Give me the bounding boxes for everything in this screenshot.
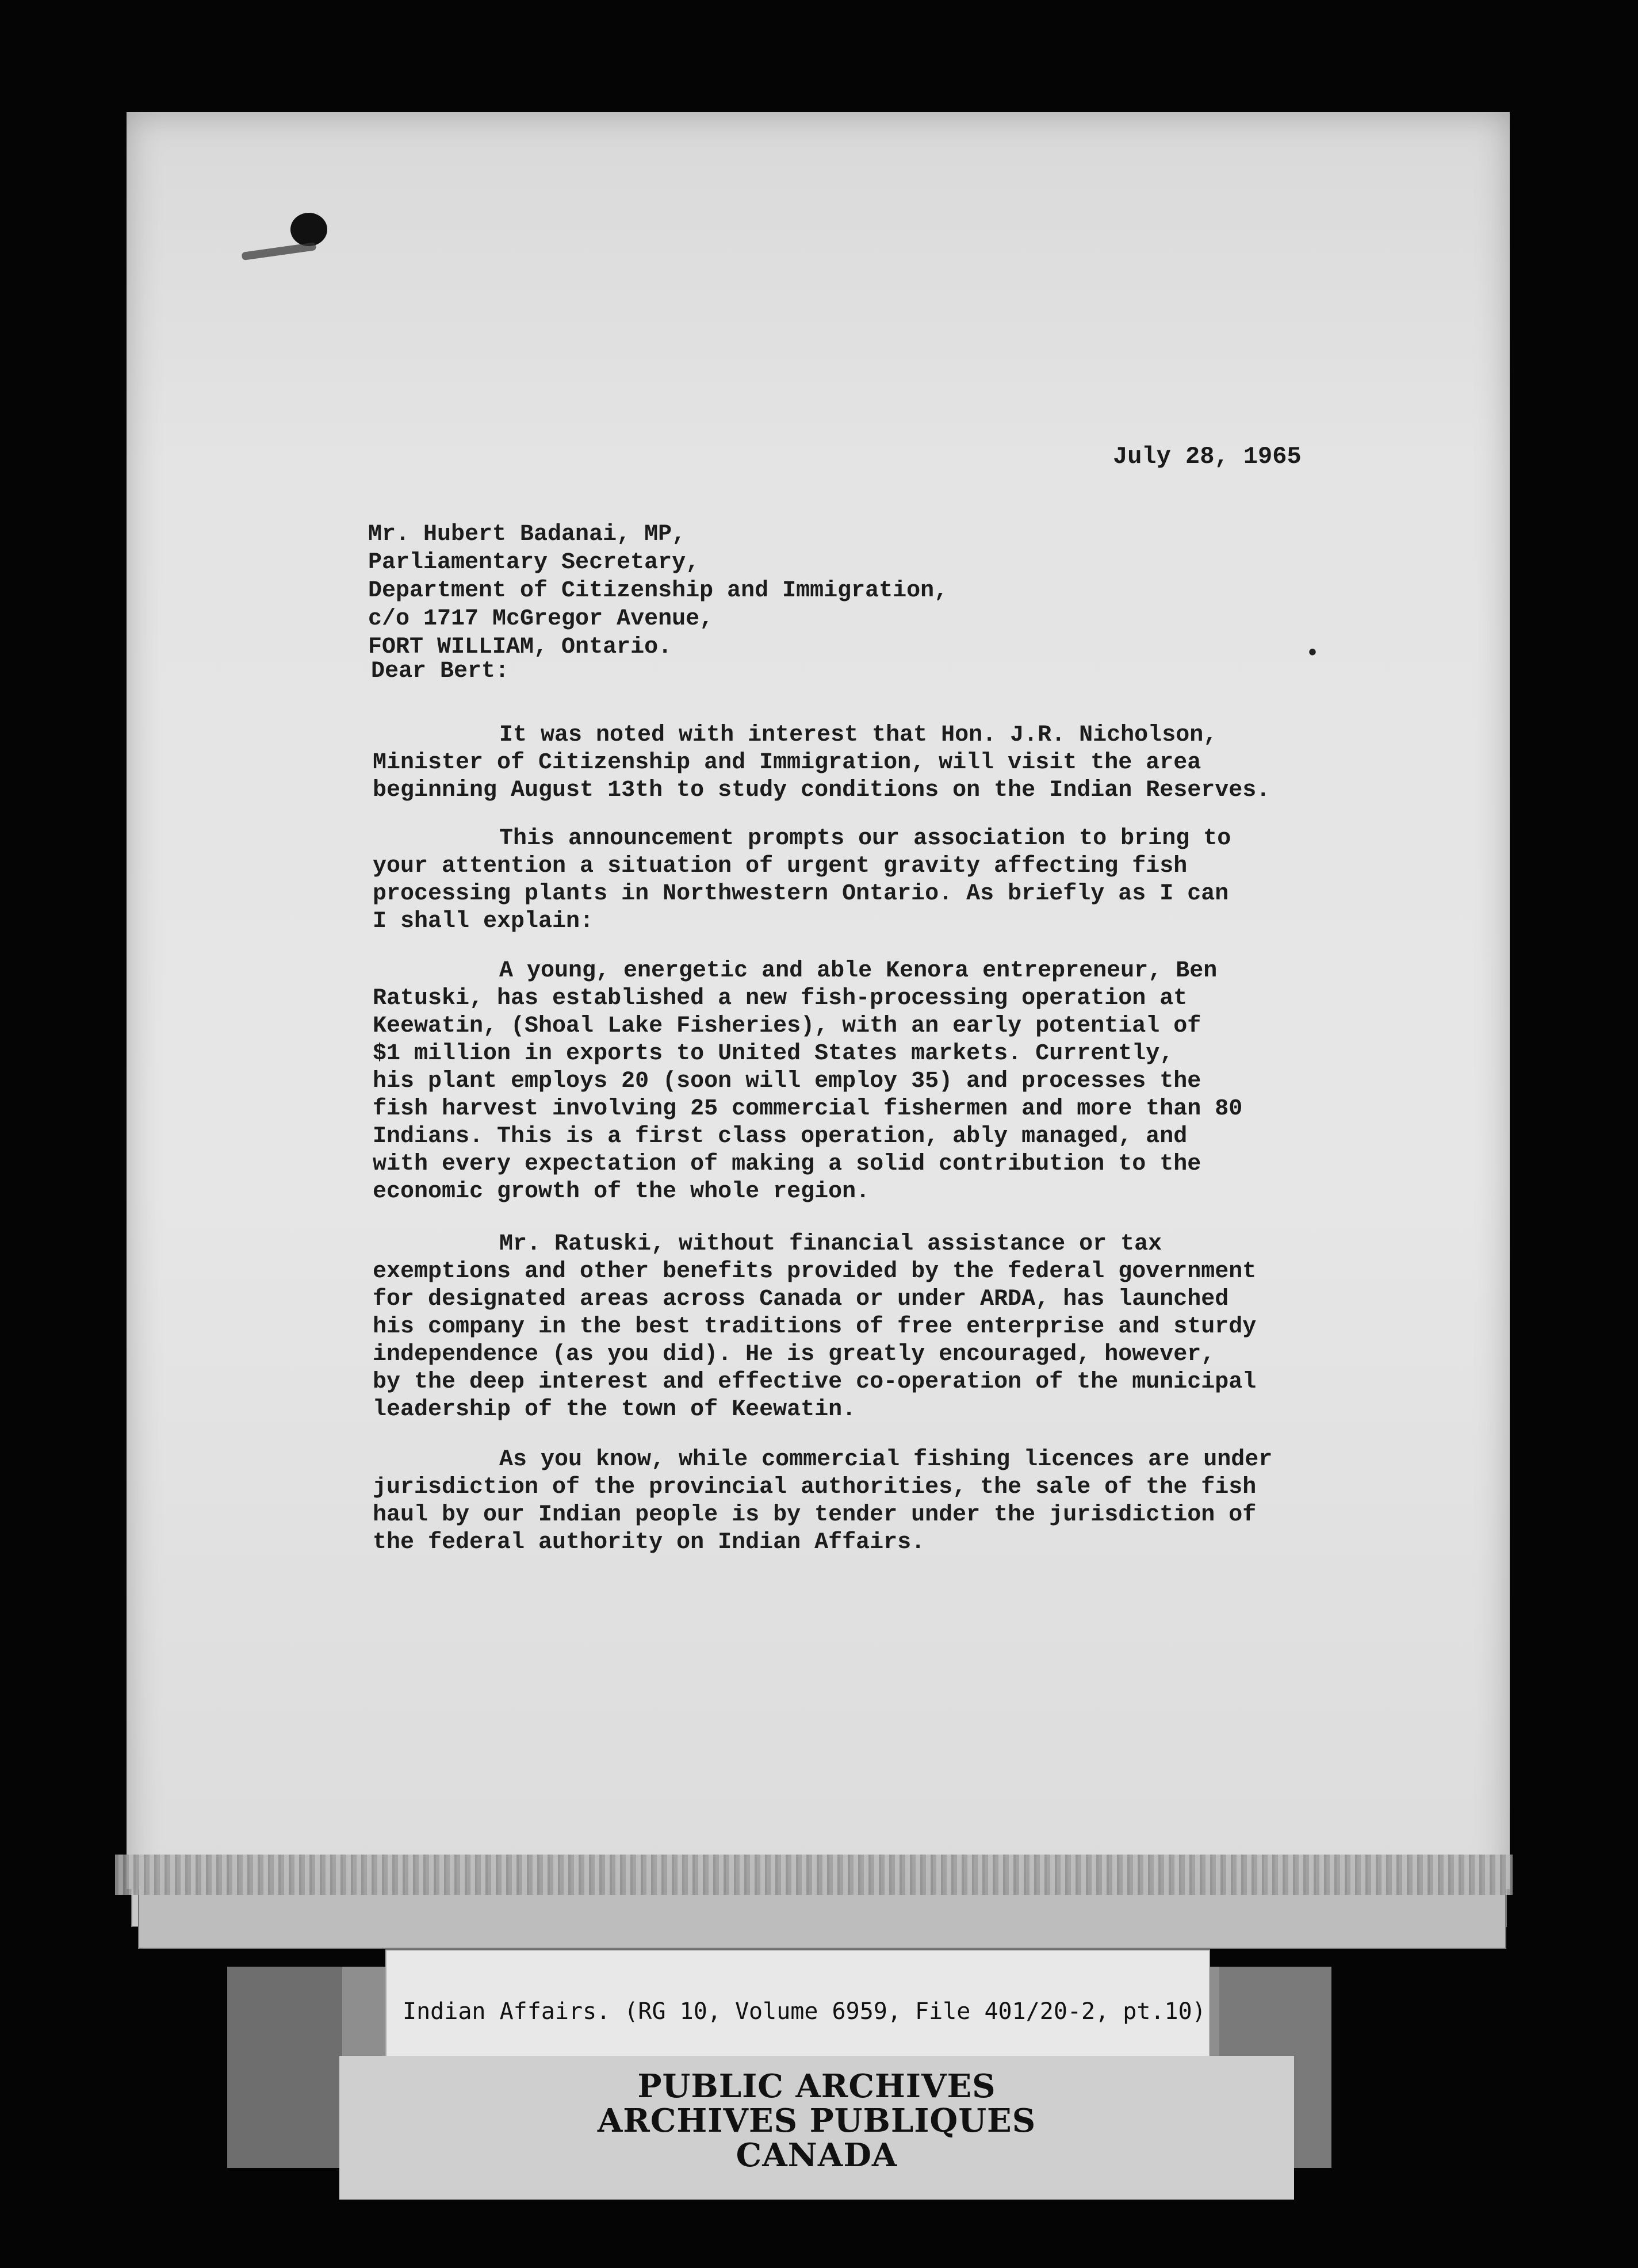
address-line: Mr. Hubert Badanai, MP,: [368, 522, 686, 547]
paragraph-line: As you know, while commercial fishing licences are under: [499, 1447, 1273, 1473]
paragraph-2: [373, 825, 1270, 936]
archive-card-left-edge: [227, 1967, 342, 2168]
paragraph-line: his plant employs 20 (soon will employ 35) and processes the: [373, 1068, 1201, 1094]
paragraph-line: This announcement prompts our association to bring to: [499, 826, 1231, 852]
paragraph-line: by the deep interest and effective co-operation of the municipal: [373, 1369, 1257, 1395]
salutation: Dear Bert:: [371, 658, 510, 684]
paragraph-4: [373, 1231, 1270, 1424]
archive-stamp-line: ARCHIVES PUBLIQUES: [597, 2102, 1036, 2140]
paragraph-line: I shall explain:: [373, 909, 594, 934]
archive-reference: Indian Affairs. (RG 10, Volume 6959, File 401/20-2, pt.10): [403, 1998, 1206, 2025]
paragraph-line: exemptions and other benefits provided by the federal government: [373, 1259, 1257, 1285]
paragraph-3: [373, 957, 1270, 1206]
paragraph-line: Keewatin, (Shoal Lake Fisheries), with an early potential of: [373, 1013, 1201, 1039]
paragraph-line: for designated areas across Canada or under ARDA, has launched: [373, 1286, 1229, 1312]
paragraph-line: A young, energetic and able Kenora entrepreneur, Ben: [499, 958, 1218, 984]
recipient-address: [368, 520, 948, 661]
address-line: c/o 1717 McGregor Avenue,: [368, 606, 714, 632]
archive-stamp-line: CANADA: [736, 2136, 898, 2174]
letter-date: July 28, 1965: [1113, 443, 1302, 470]
address-line: Parliamentary Secretary,: [368, 550, 700, 576]
paragraph-line: beginning August 13th to study conditions on the Indian Reserves.: [373, 777, 1270, 803]
address-line: FORT WILLIAM, Ontario.: [368, 634, 672, 660]
ink-blot: [290, 213, 327, 246]
page-edge-strip: [115, 1855, 1513, 1895]
paragraph-1: [373, 722, 1270, 804]
paragraph-line: processing plants in Northwestern Ontario. As briefly as I can: [373, 881, 1229, 907]
paragraph-line: haul by our Indian people is by tender under the jurisdiction of: [373, 1502, 1257, 1528]
address-line: Department of Citizenship and Immigration,: [368, 578, 948, 604]
paragraph-5: [373, 1446, 1273, 1557]
stray-mark: •: [1306, 641, 1320, 667]
paragraph-line: the federal authority on Indian Affairs.: [373, 1530, 925, 1556]
paragraph-line: Mr. Ratuski, without financial assistance or tax: [499, 1231, 1162, 1257]
paragraph-line: jurisdiction of the provincial authorities, the sale of the fish: [373, 1474, 1257, 1500]
paragraph-line: Ratuski, has established a new fish-processing operation at: [373, 986, 1188, 1012]
paragraph-line: It was noted with interest that Hon. J.R. Nicholson,: [499, 722, 1218, 748]
paragraph-line: $1 million in exports to United States markets. Currently,: [373, 1041, 1174, 1067]
paragraph-line: leadership of the town of Keewatin.: [373, 1397, 856, 1423]
archive-stamp-line: PUBLIC ARCHIVES: [637, 2067, 996, 2105]
paragraph-line: with every expectation of making a solid contribution to the: [373, 1151, 1201, 1177]
paragraph-line: economic growth of the whole region.: [373, 1179, 870, 1205]
paragraph-line: Minister of Citizenship and Immigration, will visit the area: [373, 750, 1201, 776]
paragraph-line: his company in the best traditions of free enterprise and sturdy: [373, 1314, 1257, 1340]
paragraph-line: independence (as you did). He is greatly encouraged, however,: [373, 1342, 1215, 1367]
paragraph-line: fish harvest involving 25 commercial fishermen and more than 80: [373, 1096, 1243, 1122]
paragraph-line: your attention a situation of urgent gravity affecting fish: [373, 853, 1188, 879]
paragraph-line: Indians. This is a first class operation, ably managed, and: [373, 1124, 1188, 1150]
